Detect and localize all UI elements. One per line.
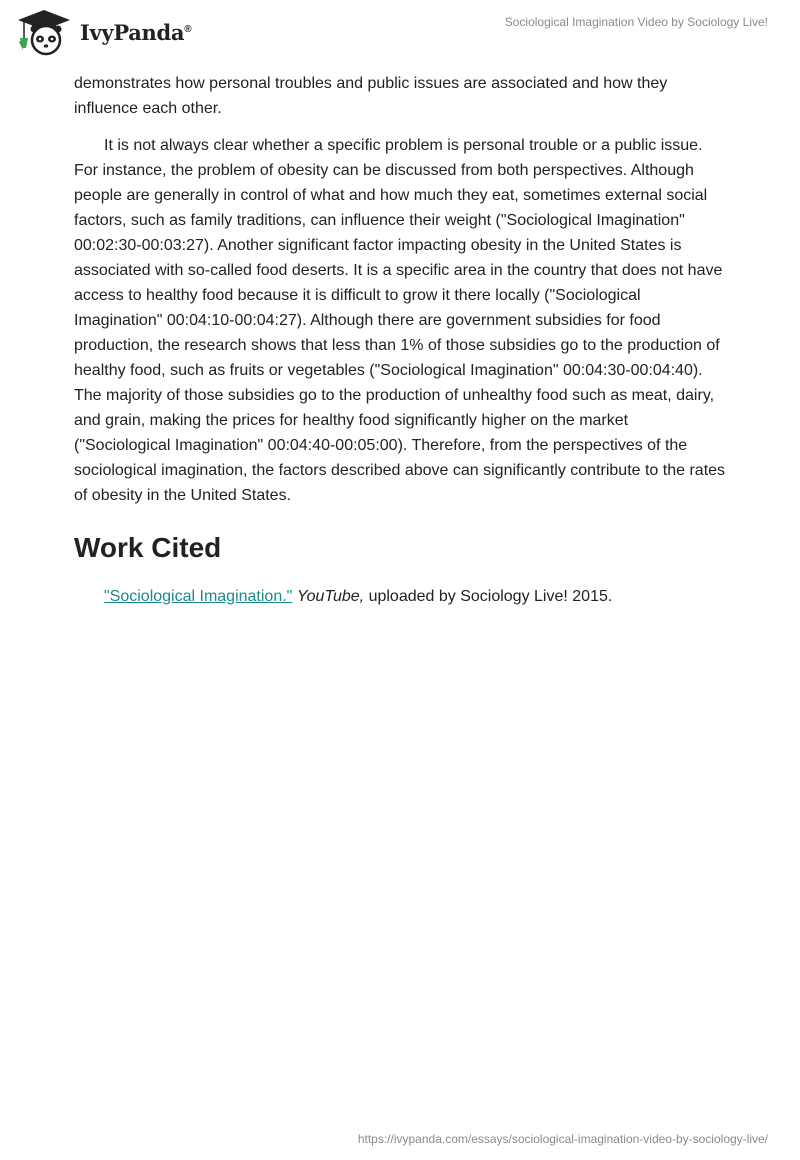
panda-graduate-icon — [14, 8, 74, 56]
ivypanda-logo[interactable] — [14, 8, 191, 56]
page-header — [0, 0, 800, 70]
body-paragraph: It is not always clear whether a specific problem is personal trouble or a public issue. For instance, the problem of obesity can be discussed from both perspectives. Although people are generally in control of what and how much they eat, sometimes external social factors, such as family traditions, can influence their weight ("Sociological Imagination" 00:02:30-00:03:27). Another significant factor impacting obesity in the United States is associated with so-called food deserts. It is a specific area in the country that does not have access to healthy food because it is difficult to grow it there locally ("Sociological Imagination" 00:04:10-00:04:27). Although there are government subsidies for food production, the research shows that less than 1% of those subsidies go to the production of healthy food, such as fruits or vegetables ("Sociological Imagination" 00:04:30-00:04:40). The majority of those subsidies go to the production of unhealthy food such as meat, dairy, and grain, making the prices for healthy food significantly higher on the market ("Sociological Imagination" 00:04:40-00:05:00). Therefore, from the perspectives of the sociological imagination, the factors described above can significantly contribute to the rates of obesity in the United States. — [74, 137, 726, 504]
citation-entry — [74, 584, 726, 609]
essay-content — [74, 71, 726, 609]
running-title: Sociological Imagination Video by Sociology Live! — [504, 15, 768, 29]
brand-name: IvyPanda® — [80, 19, 192, 45]
works-cited-heading: Work Cited — [74, 532, 222, 563]
citation-details: uploaded by Sociology Live! 2015. — [364, 588, 613, 605]
citation-source: YouTube, — [296, 588, 365, 605]
registered-mark: ® — [184, 23, 192, 35]
body-paragraph: demonstrates how personal troubles and public issues are associated and how they influence each other. — [74, 75, 668, 117]
citation-link[interactable]: "Sociological Imagination." — [104, 588, 293, 605]
footer-url[interactable]: https://ivypanda.com/essays/sociological-imagination-video-by-sociology-live/ — [357, 1132, 768, 1146]
